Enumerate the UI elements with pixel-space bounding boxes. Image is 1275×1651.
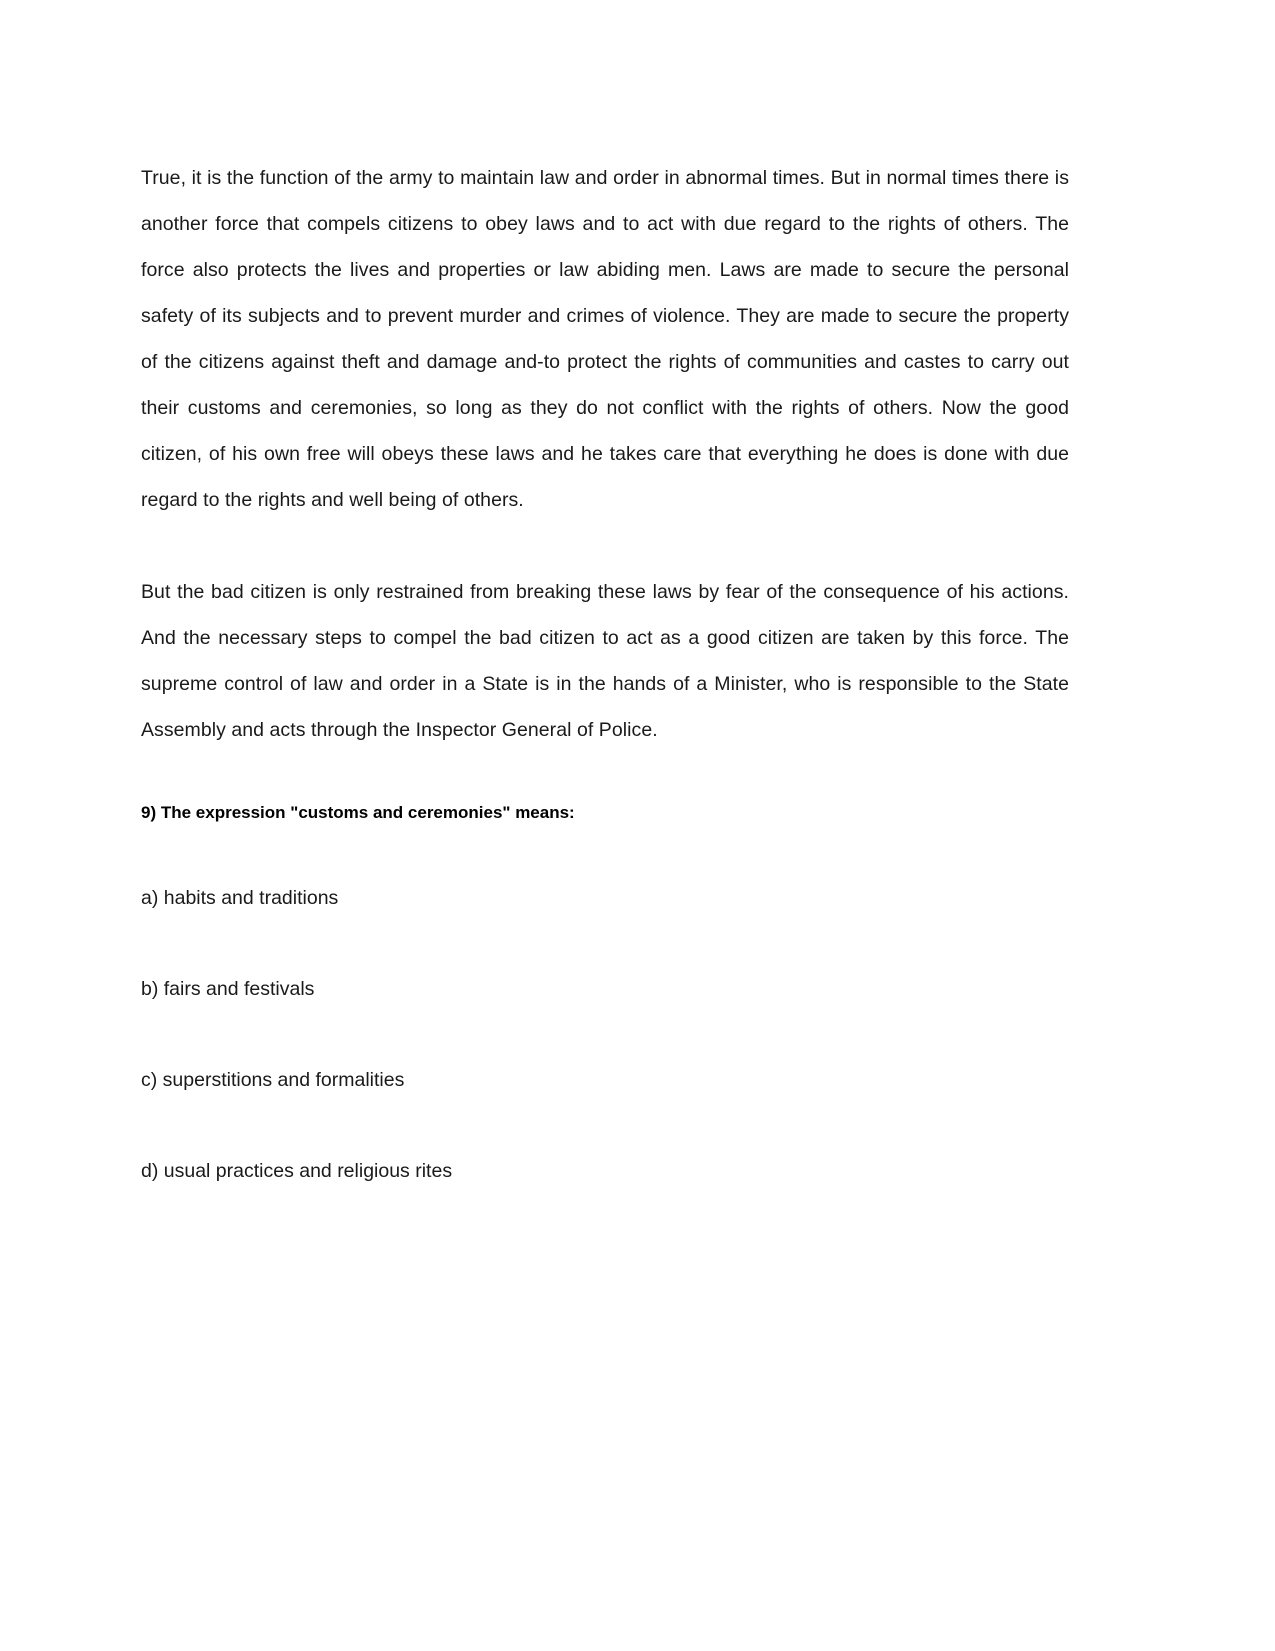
paragraph-2: But the bad citizen is only restrained from breaking these laws by fear of the consequence of his actions. And the necessary steps to compel the bad citizen to act as a good citizen are taken by this force. The supreme control of law and order in a State is in the hands of a Minister, who is responsible to the State Assembly and acts through the Inspector General of Police. [141, 581, 1069, 741]
option-spacer [141, 1009, 1069, 1066]
answer-option-a[interactable] [141, 827, 1069, 918]
answer-option-b[interactable] [141, 918, 1069, 1009]
paragraph-1: True, it is the function of the army to maintain law and order in abnormal times. But in normal times there is another force that compels citizens to obey laws and to act with due regard to the rights of others. The force also protects the lives and properties or law abiding men. Laws are made to secure the personal safety of its subjects and to prevent murder and crimes of violence. They are made to secure the property of the citizens against theft and damage and-to protect the rights of communities and castes to carry out their customs and ceremonies, so long as they do not conflict with the rights of others. Now the good citizen, of his own free will obeys these laws and he takes care that everything he does is done with due regard to the rights and well being of others. [141, 167, 1069, 511]
document-content [141, 155, 1069, 1191]
option-spacer [141, 918, 1069, 975]
option-spacer [141, 1100, 1069, 1157]
question-heading: 9) The expression "customs and ceremonies" means: [141, 803, 575, 822]
option-spacer [141, 827, 1069, 884]
answer-option-c[interactable] [141, 1009, 1069, 1100]
answer-option-a-label: a) habits and traditions [141, 887, 339, 909]
answer-option-d-label: d) usual practices and religious rites [141, 1160, 453, 1182]
answer-option-b-label: b) fairs and festivals [141, 978, 315, 1000]
answer-options-list [141, 827, 1069, 1191]
answer-option-c-label: c) superstitions and formalities [141, 1069, 405, 1091]
answer-option-d[interactable] [141, 1100, 1069, 1191]
